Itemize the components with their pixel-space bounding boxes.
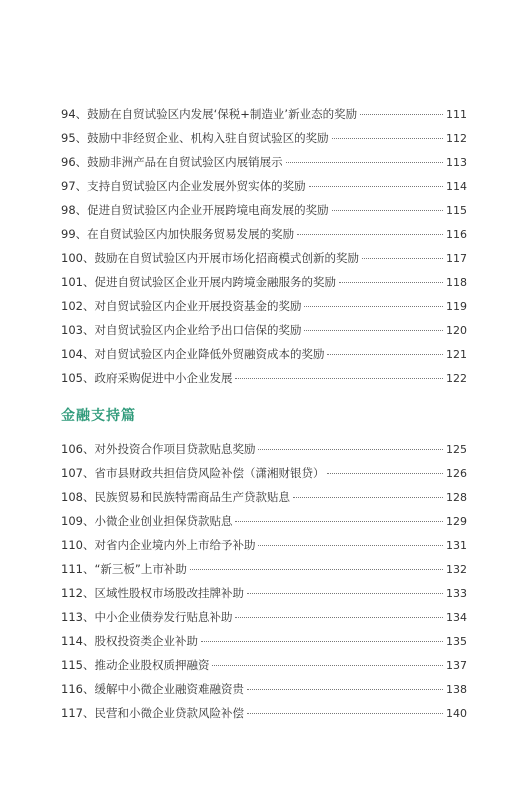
toc-entry-page-number: 115 [446, 204, 467, 217]
toc-entry-page-number: 140 [446, 707, 467, 720]
toc-entry-page-number: 131 [446, 539, 467, 552]
toc-entry-page-number: 113 [446, 156, 467, 169]
toc-entry[interactable] [61, 198, 467, 222]
section-heading: 金融支持篇 [61, 408, 136, 424]
dot-leader [258, 545, 443, 546]
toc-entry-title: 102、对自贸试验区内企业开展投资基金的奖励 [61, 299, 302, 313]
toc-entry-page-number: 133 [446, 587, 467, 600]
toc-entry[interactable] [61, 581, 467, 605]
toc-entry[interactable] [61, 294, 467, 318]
dot-leader [304, 330, 443, 331]
dot-leader [339, 282, 443, 283]
dot-leader [235, 521, 443, 522]
toc-entry-title: 111、“新三板”上市补助 [61, 562, 187, 576]
toc-entry-page-number: 116 [446, 228, 467, 241]
toc-entry-page-number: 129 [446, 515, 467, 528]
dot-leader [247, 689, 443, 690]
toc-entry-title: 107、省市县财政共担信贷风险补偿（潇湘财银贷） [61, 466, 325, 480]
dot-leader [332, 210, 443, 211]
toc-entry[interactable] [61, 677, 467, 701]
toc-list-part2 [61, 437, 467, 725]
toc-entry-page-number: 118 [446, 276, 467, 289]
toc-entry[interactable] [61, 222, 467, 246]
toc-entry[interactable] [61, 150, 467, 174]
toc-entry[interactable] [61, 342, 467, 366]
toc-entry-title: 117、民营和小微企业贷款风险补偿 [61, 706, 244, 720]
dot-leader [235, 617, 443, 618]
dot-leader [304, 306, 443, 307]
toc-entry-page-number: 132 [446, 563, 467, 576]
dot-leader [247, 593, 443, 594]
toc-entry-page-number: 126 [446, 467, 467, 480]
toc-entry[interactable] [61, 557, 467, 581]
toc-entry-title: 104、对自贸试验区内企业降低外贸融资成本的奖励 [61, 347, 325, 361]
toc-entry-title: 94、鼓励在自贸试验区内发展‘保税+制造业’新业态的奖励 [61, 107, 358, 121]
dot-leader [360, 114, 443, 115]
dot-leader [327, 354, 443, 355]
toc-entry[interactable] [61, 461, 467, 485]
toc-entry-page-number: 117 [446, 252, 467, 265]
toc-entry-page-number: 128 [446, 491, 467, 504]
toc-entry-title: 105、政府采购促进中小企业发展 [61, 371, 233, 385]
toc-entry-page-number: 125 [446, 443, 467, 456]
toc-entry-title: 99、在自贸试验区内加快服务贸易发展的奖励 [61, 227, 295, 241]
toc-entry-page-number: 138 [446, 683, 467, 696]
toc-entry[interactable] [61, 605, 467, 629]
dot-leader [286, 162, 443, 163]
dot-leader [332, 138, 443, 139]
toc-entry[interactable] [61, 701, 467, 725]
dot-leader [247, 713, 443, 714]
toc-entry-page-number: 120 [446, 324, 467, 337]
dot-leader [212, 665, 443, 666]
toc-entry-title: 101、促进自贸试验区企业开展内跨境金融服务的奖励 [61, 275, 336, 289]
toc-entry-page-number: 119 [446, 300, 467, 313]
toc-entry-page-number: 137 [446, 659, 467, 672]
toc-entry-title: 98、促进自贸试验区内企业开展跨境电商发展的奖励 [61, 203, 329, 217]
dot-leader [327, 473, 443, 474]
dot-leader [297, 234, 443, 235]
toc-entry[interactable] [61, 318, 467, 342]
dot-leader [201, 641, 443, 642]
dot-leader [258, 449, 443, 450]
toc-entry[interactable] [61, 533, 467, 557]
toc-entry[interactable] [61, 174, 467, 198]
toc-entry[interactable] [61, 102, 467, 126]
toc-entry-page-number: 122 [446, 372, 467, 385]
toc-entry[interactable] [61, 653, 467, 677]
dot-leader [293, 497, 443, 498]
toc-entry-title: 95、鼓励中非经贸企业、机构入驻自贸试验区的奖励 [61, 131, 329, 145]
toc-entry-title: 108、民族贸易和民族特需商品生产贷款贴息 [61, 490, 290, 504]
toc-entry[interactable] [61, 485, 467, 509]
toc-entry[interactable] [61, 270, 467, 294]
toc-entry-title: 115、推动企业股权质押融资 [61, 658, 210, 672]
toc-entry-title: 114、股权投资类企业补助 [61, 634, 198, 648]
toc-entry-page-number: 112 [446, 132, 467, 145]
toc-entry-page-number: 114 [446, 180, 467, 193]
toc-entry[interactable] [61, 629, 467, 653]
toc-entry-page-number: 134 [446, 611, 467, 624]
toc-entry[interactable] [61, 509, 467, 533]
toc-entry[interactable] [61, 437, 467, 461]
dot-leader [235, 378, 443, 379]
toc-list-part1 [61, 102, 467, 390]
toc-entry-page-number: 121 [446, 348, 467, 361]
dot-leader [362, 258, 443, 259]
toc-entry-title: 106、对外投资合作项目贷款贴息奖励 [61, 442, 256, 456]
dot-leader [190, 569, 443, 570]
toc-entry[interactable] [61, 366, 467, 390]
toc-entry-page-number: 111 [446, 108, 467, 121]
toc-entry[interactable] [61, 126, 467, 150]
toc-entry-title: 109、小微企业创业担保贷款贴息 [61, 514, 233, 528]
dot-leader [309, 186, 443, 187]
toc-entry-page-number: 135 [446, 635, 467, 648]
toc-entry-title: 112、区域性股权市场股改挂牌补助 [61, 586, 244, 600]
toc-entry-title: 116、缓解中小微企业融资难融资贵 [61, 682, 244, 696]
toc-entry-title: 100、鼓励在自贸试验区内开展市场化招商模式创新的奖励 [61, 251, 359, 265]
toc-entry-title: 96、鼓励非洲产品在自贸试验区内展销展示 [61, 155, 283, 169]
toc-entry-title: 97、支持自贸试验区内企业发展外贸实体的奖励 [61, 179, 306, 193]
toc-entry-title: 103、对自贸试验区内企业给予出口信保的奖励 [61, 323, 302, 337]
toc-entry-title: 113、中小企业债券发行贴息补助 [61, 610, 233, 624]
toc-entry[interactable] [61, 246, 467, 270]
toc-entry-title: 110、对省内企业境内外上市给予补助 [61, 538, 256, 552]
